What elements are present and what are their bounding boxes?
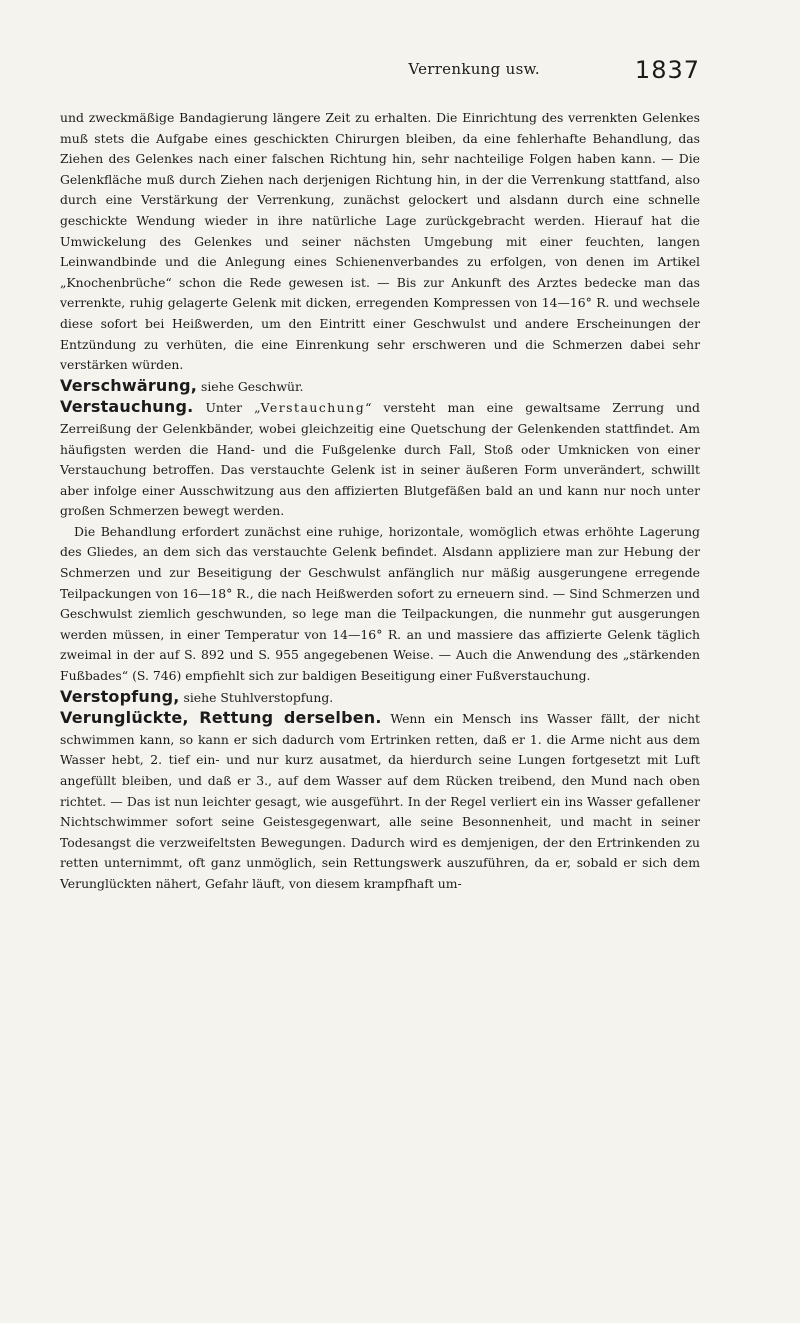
- article-body: [60, 108, 700, 895]
- entry-verschwaerung: [60, 376, 700, 398]
- entry-text: Wenn ein Mensch ins Wasser fällt, der nicht schwimmen kann, so kann er sich dadurch vom Ertrinken retten, daß er 1. die Arme nicht aus dem Wasser hebt, 2. tief ein- und nur kurz ausatmet, da hierdurch seine Lungen fortgesetzt mit Luft angefüllt bleiben, und daß er 3., auf dem Wasser auf dem Rücken treibend, den Mund nach oben richtet. — Das ist nun leichter gesagt, wie ausgeführt. In der Regel verliert ein ins Wasser gefallener Nichtschwimmer sofort seine Geistesgegenwart, alle seine Besonnenheit, und macht in seiner Todesangst die verzweifeltsten Bewegungen. Dadurch wird es demjenigen, der den Ertrinkenden zu retten unternimmt, oft ganz unmöglich, sein Rettungswerk auszuführen, da er, sobald er sich dem Verunglückten nähert, Gefahr läuft, von diesem krampfhaft um-: [60, 711, 700, 891]
- paragraph-continuation: [60, 108, 700, 376]
- entry-keyword: Verschwärung,: [60, 375, 198, 395]
- entry-text: “ versteht man eine gewaltsame Zerrung und Zerreißung der Gelenkbänder, wobei gleichzeitig eine Quetschung der Gelenkenden stattfindet. Am häufigsten werden die Hand- und die Fußgelenke durch Fall, Stoß oder Umknicken von einer Verstauchung betroffen. Das verstauchte Gelenk ist in seiner äußeren Form unverändert, schwillt aber infolge einer Ausschwitzung aus den affizierten Blutgefäßen bald an und kann nur noch unter großen Schmerzen bewegt werden.: [60, 400, 700, 519]
- running-title: Verrenkung usw.: [408, 60, 540, 78]
- running-head: [60, 56, 700, 86]
- paragraph-treatment: [60, 522, 700, 687]
- entry-text: siehe Stuhlverstopfung.: [179, 689, 334, 705]
- entry-verstopfung: [60, 687, 700, 709]
- entry-text: siehe Geschwür.: [197, 378, 304, 394]
- page-number: 1837: [634, 56, 700, 84]
- entry-verstauchung: [60, 397, 700, 522]
- paragraph-text: Die Behandlung erfordert zunächst eine ruhige, horizontale, womöglich etwas erhöhte Lagerung des Gliedes, an dem sich das verstauchte Gelenk befindet. Alsdann appliziere man zur Hebung der Schmerzen und zur Beseitigung der Geschwulst anfänglich nur mäßig ausgerungene erregende Teilpackungen von 16—18° R., die nach Heißwerden sofort zu erneuern sind. — Sind Schmerzen und Geschwulst ziemlich geschwunden, so lege man die Teilpackungen, die nunmehr gut ausgerungen werden müssen, in einer Temperatur von 14—16° R. an und massiere das affizierte Gelenk täglich zweimal in der auf S. 892 und S. 955 angegebenen Weise. — Auch die Anwendung des „stärkenden Fußbades“ (S. 746) empfiehlt sich zur baldigen Beseitigung einer Fußverstauchung.: [60, 523, 700, 684]
- entry-lead: Unter „: [193, 400, 261, 416]
- entry-verunglueckte: [60, 708, 700, 894]
- entry-keyword: Verstauchung.: [60, 397, 194, 417]
- entry-keyword: Verstopfung,: [60, 686, 180, 706]
- entry-keyword: Verunglückte, Rettung derselben.: [60, 708, 382, 728]
- paragraph-text: und zweckmäßige Bandagierung längere Zeit zu erhalten. Die Einrichtung des verrenkten Gelenkes muß stets die Aufgabe eines geschickten Chirurgen bleiben, da eine fehlerhafte Behandlung, das Ziehen des Gelenkes nach einer falschen Richtung hin, sehr nachteilige Folgen haben kann. — Die Gelenkfläche muß durch Ziehen nach derjenigen Richtung hin, in der die Verrenkung stattfand, also durch eine Verstärkung der Verrenkung, zunächst gelockert und alsdann durch eine schnelle geschickte Wendung wieder in ihre natürliche Lage zurückgebracht werden. Hierauf hat die Umwickelung des Gelenkes und seiner nächsten Umgebung mit einer feuchten, langen Leinwandbinde und die Anlegung eines Schienenverbandes zu erfolgen, von denen im Artikel „Knochenbrüche“ schon die Rede gewesen ist. — Bis zur Ankunft des Arztes bedecke man das verrenkte, ruhig gelagerte Gelenk mit dicken, erregenden Kompressen von 14—16° R. und wechsele diese sofort bei Heißwerden, um den Eintritt einer Geschwulst und andere Erscheinungen der Entzündung zu verhüten, die eine Einrenkung sehr erschweren und die Schmerzen dabei sehr verstärken würden.: [60, 110, 700, 373]
- entry-spaced-term: Verstauchung: [260, 400, 366, 416]
